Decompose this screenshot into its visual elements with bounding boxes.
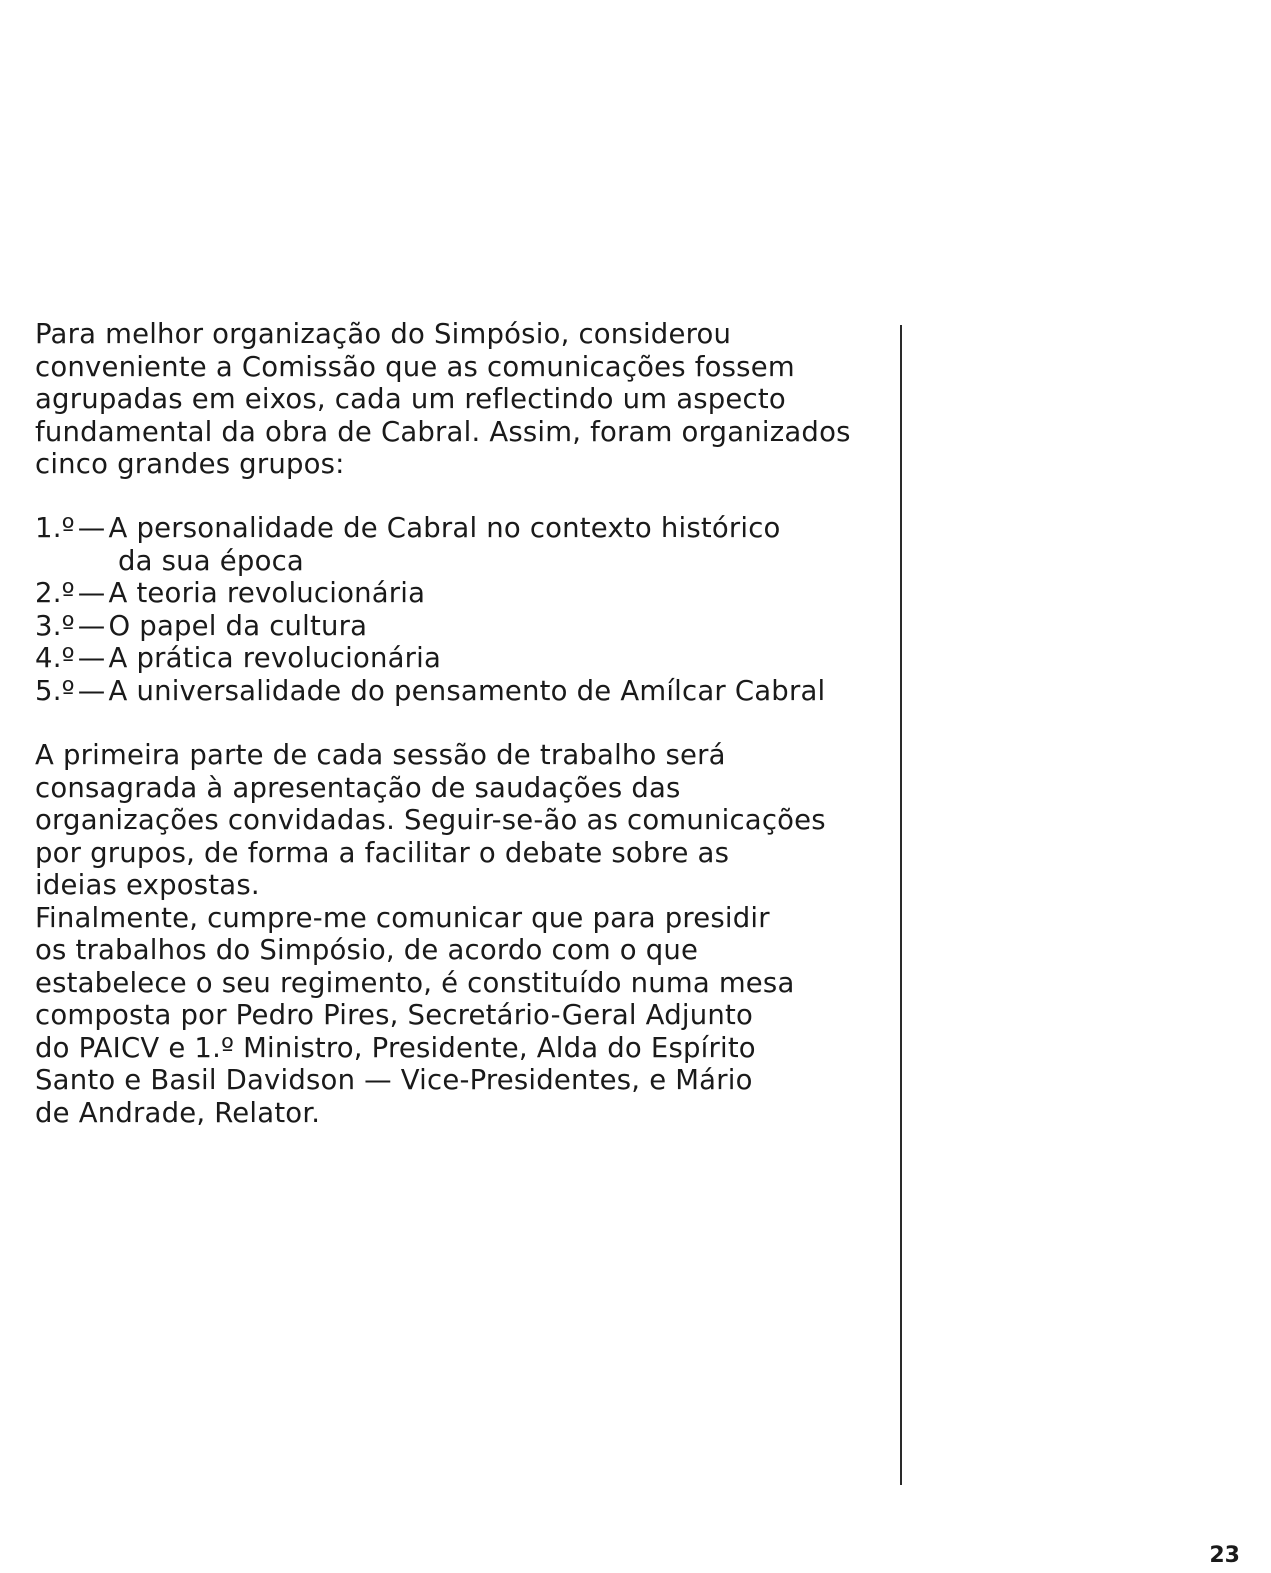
list-text: A universalidade do pensamento de Amílcar Cabral xyxy=(108,674,826,707)
paragraph-line: Santo e Basil Davidson — Vice-Presidentes, e Mário xyxy=(35,1064,753,1096)
paragraph-line: fundamental da obra de Cabral. Assim, foram organizados xyxy=(35,415,851,448)
list-item xyxy=(35,577,895,610)
paragraph-line: Finalmente, cumpre-me comunicar que para presidir xyxy=(35,901,770,934)
list-dash: — xyxy=(77,577,106,609)
list-number: 5.º xyxy=(35,674,75,707)
list-text: O papel da cultura xyxy=(108,609,368,642)
paragraph-line: cinco grandes grupos: xyxy=(35,448,345,480)
list-number: 2.º xyxy=(35,577,75,609)
closing-paragraph xyxy=(35,739,895,1129)
list-dash: — xyxy=(77,642,106,674)
list-number: 1.º xyxy=(35,512,75,544)
paragraph-line: agrupadas em eixos, cada um reflectindo um aspecto xyxy=(35,383,786,415)
list-item xyxy=(35,675,895,708)
groups-list xyxy=(35,512,895,707)
list-text: A personalidade de Cabral no contexto histórico xyxy=(108,512,781,544)
paragraph-line: consagrada à apresentação de saudações das xyxy=(35,771,681,804)
paragraph-line: os trabalhos do Simpósio, de acordo com o que xyxy=(35,934,699,966)
list-text: A prática revolucionária xyxy=(108,642,442,674)
list-dash: — xyxy=(77,512,106,544)
paragraph-line: de Andrade, Relator. xyxy=(35,1096,321,1129)
list-dash: — xyxy=(77,609,106,642)
list-item xyxy=(35,512,895,545)
paragraph-line: composta por Pedro Pires, Secretário-Geral Adjunto xyxy=(35,999,753,1031)
list-item-continuation xyxy=(35,545,895,578)
margin-rule xyxy=(900,325,902,1485)
paragraph-line: por grupos, de forma a facilitar o debate sobre as xyxy=(35,836,730,869)
paragraph-line: ideias expostas. xyxy=(35,869,260,901)
list-text: A teoria revolucionária xyxy=(108,577,426,609)
list-number: 3.º xyxy=(35,609,75,642)
intro-paragraph xyxy=(35,318,895,481)
paragraph-line: organizações convidadas. Seguir-se-ão as comunicações xyxy=(35,804,826,836)
paragraph-line: conveniente a Comissão que as comunicações fossem xyxy=(35,350,795,383)
paragraph-line: estabelece o seu regimento, é constituído numa mesa xyxy=(35,966,795,999)
list-dash: — xyxy=(77,674,106,707)
paragraph-line: Para melhor organização do Simpósio, considerou xyxy=(35,318,732,350)
list-item xyxy=(35,642,895,675)
paragraph-line: A primeira parte de cada sessão de trabalho será xyxy=(35,739,726,771)
list-text: da sua época xyxy=(118,544,304,577)
paragraph-line: do PAICV e 1.º Ministro, Presidente, Alda do Espírito xyxy=(35,1031,756,1064)
list-number: 4.º xyxy=(35,642,75,674)
list-item xyxy=(35,610,895,643)
page-number: 23 xyxy=(1209,1543,1240,1568)
